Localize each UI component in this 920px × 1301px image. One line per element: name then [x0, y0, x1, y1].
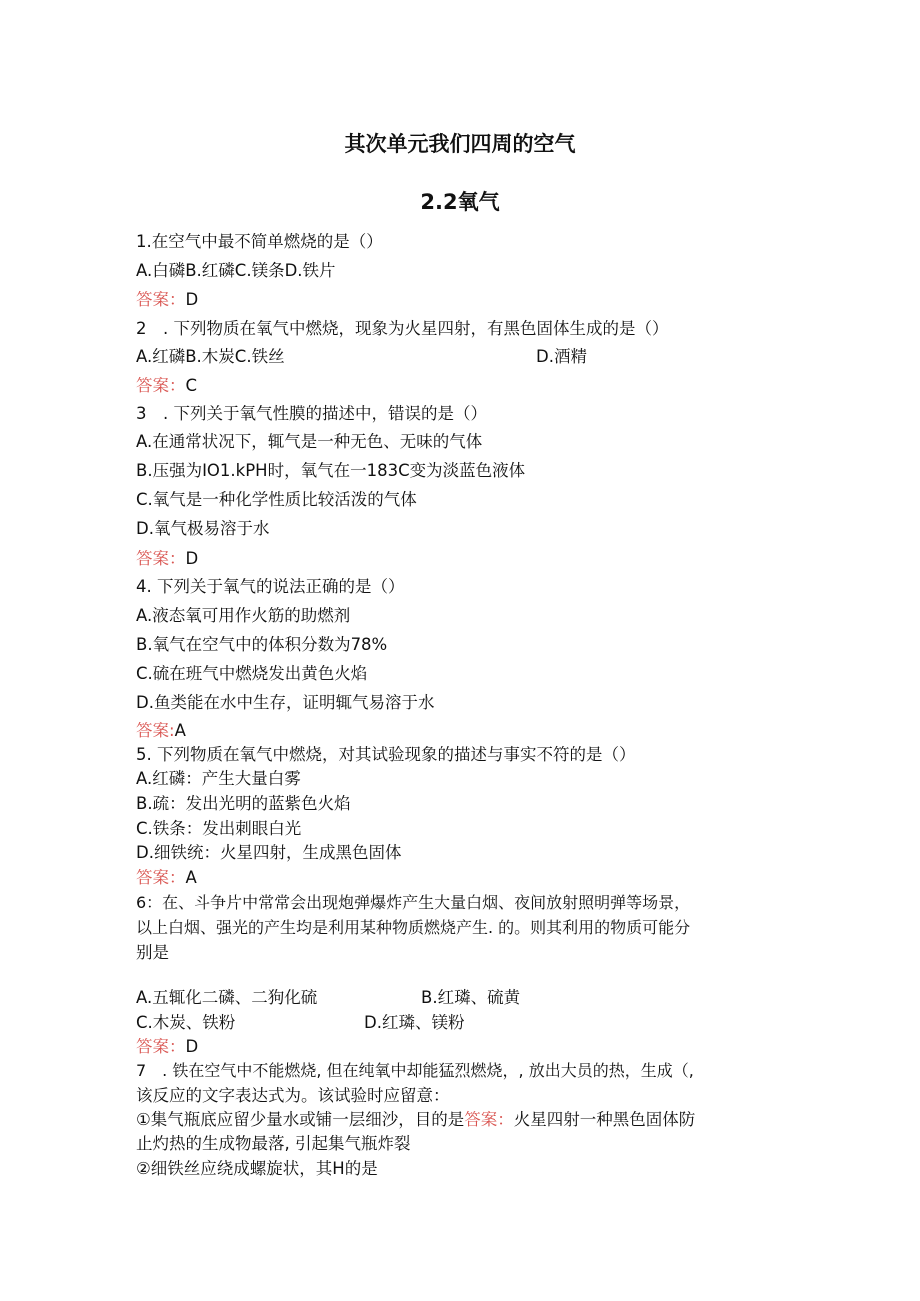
answer-label: 答案：	[136, 1037, 186, 1056]
answer-value: D	[185, 1037, 199, 1056]
q5-answer	[136, 867, 197, 889]
answer-value: 火星四射一种黑色固体防	[513, 1110, 696, 1129]
q7-stem-line2: 该反应的文字表达式为。该试验时应留意：	[136, 1086, 450, 1105]
q7-item1	[136, 1109, 695, 1131]
q3-option-d: D.氧气极易溶于水	[136, 519, 270, 538]
answer-label: 答案：	[136, 290, 186, 309]
q2-stem: 2 . 下列物质在氧气中燃烧，现象为火星四射，有黑色固体生成的是（）	[136, 319, 669, 338]
answer-label: 答案：	[136, 549, 186, 568]
q6-stem-line1: 6：在、斗争片中常常会出现炮弹爆炸产生大量白烟、夜间放射照明弹等场景，	[136, 893, 691, 912]
answer-label: 答案:	[136, 721, 175, 740]
q5-option-a: A.红磷：产生大量白雾	[136, 769, 301, 788]
answer-value: D	[185, 549, 199, 568]
q1-options: A.白磷B.红磷C.镁条D.铁片	[136, 261, 336, 280]
q5-option-d: D.细铁统：火星四射，生成黑色固体	[136, 843, 402, 862]
q1-answer	[136, 289, 198, 311]
q4-answer	[136, 720, 186, 742]
q2-option-d: D.酒精	[536, 347, 587, 366]
q7-item1-text: ①集气瓶底应留少量水或铺一层细沙，目的是	[136, 1110, 465, 1129]
answer-label: 答案：	[464, 1110, 514, 1129]
answer-value: C	[185, 376, 198, 395]
q5-stem: 5. 下列物质在氧气中燃烧，对其试验现象的描述与事实不符的是（）	[136, 745, 636, 764]
q3-stem: 3 . 下列关于氧气性膜的描述中，错误的是（）	[136, 404, 487, 423]
q2-options-abc: A.红磷B.木炭C.铁丝	[136, 347, 285, 366]
q6-option-b: B.红璘、硫黄	[421, 988, 521, 1007]
answer-value: D	[185, 290, 199, 309]
answer-label: 答案：	[136, 376, 186, 395]
section-title: 2.2氧气	[420, 190, 500, 214]
q3-option-c: C.氧气是一种化学性质比较活泼的气体	[136, 490, 417, 509]
q3-answer	[136, 548, 198, 570]
q6-stem-line2: 以上白烟、强光的产生均是利用某种物质燃烧产生. 的。则其利用的物质可能分	[136, 918, 691, 937]
answer-value: A	[174, 721, 186, 740]
q6-option-c: C.木炭、铁粉	[136, 1013, 236, 1032]
q1-stem: 1.在空气中最不简单燃烧的是（）	[136, 232, 383, 251]
q3-option-b: B.压强为IO1.kPH时，氧气在一183C变为淡蓝色液体	[136, 461, 526, 480]
q6-option-a: A.五辄化二磷、二狗化硫	[136, 988, 318, 1007]
answer-value: A	[185, 868, 197, 887]
q7-item1-cont: 止灼热的生成物最落, 引起集气瓶炸裂	[136, 1134, 411, 1153]
q4-option-d: D.鱼类能在水中生存，证明辄气易溶于水	[136, 693, 435, 712]
page-title: 其次单元我们四周的空气	[344, 132, 576, 156]
q4-option-a: A.液态氧可用作火筋的助燃剂	[136, 606, 351, 625]
q5-option-c: C.铁条：发出刺眼白光	[136, 819, 302, 838]
q7-stem-line1: 7 . 铁在空气中不能燃烧, 但在纯氧中却能猛烈燃烧，, 放出大员的热，生成（,	[136, 1061, 694, 1080]
q6-stem-line3: 别是	[136, 943, 169, 962]
q4-stem: 4. 下列关于氧气的说法正确的是（）	[136, 577, 405, 596]
q4-option-c: C.硫在班气中燃烧发出黄色火焰	[136, 664, 368, 683]
q7-item2: ②细铁丝应绕成螺旋状，其H的是	[136, 1159, 378, 1178]
q5-option-b: B.疏：发出光明的蓝紫色火焰	[136, 794, 351, 813]
q6-option-d: D.红璘、镁粉	[364, 1013, 465, 1032]
answer-label: 答案：	[136, 868, 186, 887]
q3-option-a: A.在通常状况下，辄气是一种无色、无味的气体	[136, 432, 483, 451]
q2-answer	[136, 375, 197, 397]
q4-option-b: B.氧气在空气中的体积分数为78%	[136, 635, 388, 654]
q6-answer	[136, 1036, 198, 1058]
